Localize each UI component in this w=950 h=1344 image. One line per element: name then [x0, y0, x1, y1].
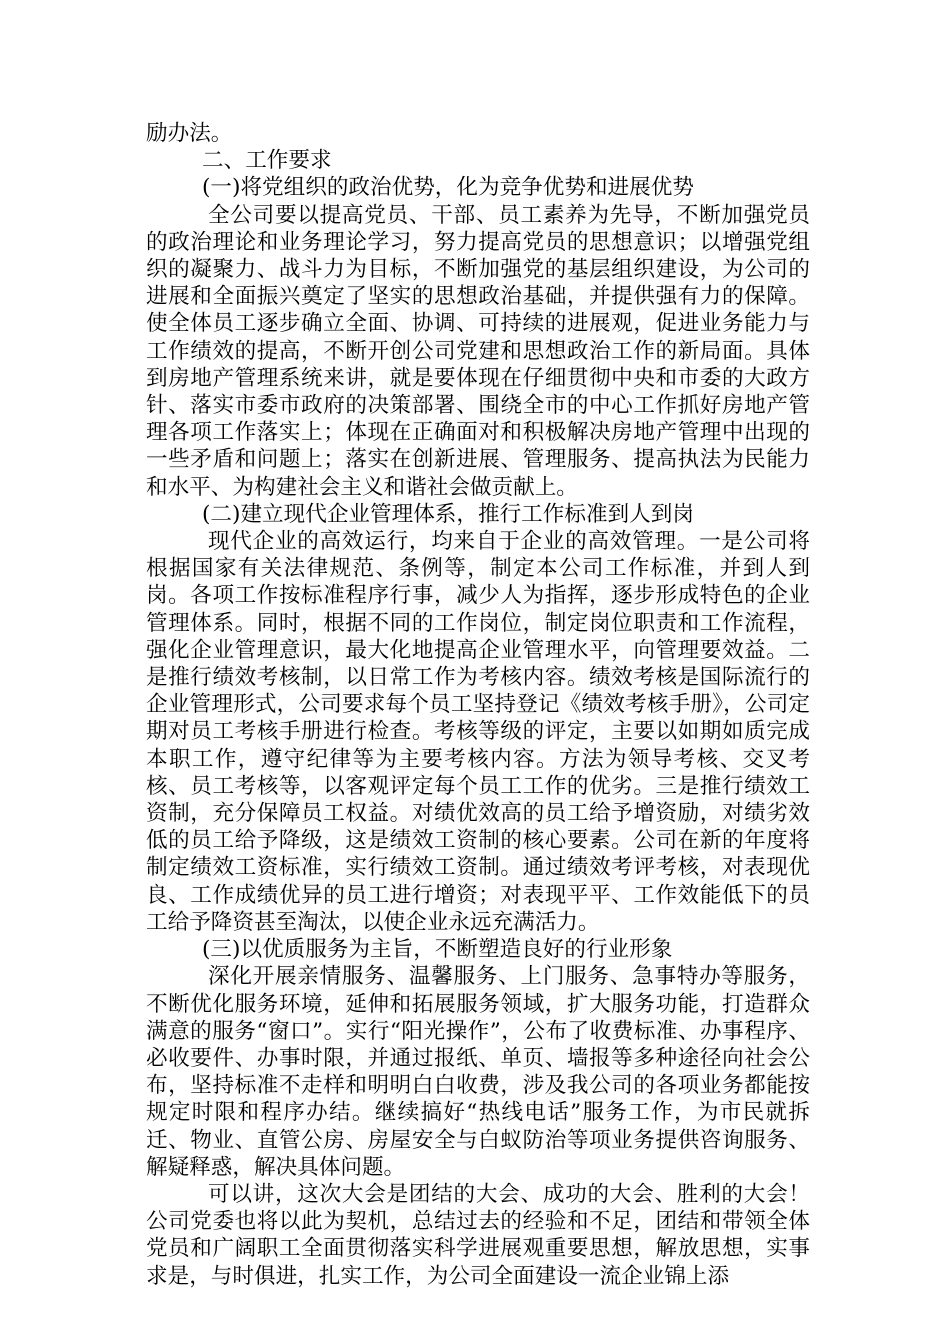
subsection-heading-1: (一)将党组织的政治优势，化为竞争优势和进展优势 [202, 175, 694, 201]
subsection-heading-3: (三)以优质服务为主旨，不断塑造良好的行业形象 [202, 937, 673, 963]
body-paragraph-3: 深化开展亲情服务、温馨服务、上门服务、急事特办等服务，不断优化服务环境，延伸和拓展服务领域，扩大服务功能，打造群众满意的服务“窗口”。实行“阳光操作”，公布了收费标准、办事程序、必收要件、办事时限，并通过报纸、单页、墙报等多种途径向社会公布，坚持标准不走样和明明白白收费，涉及我公司的各项业务都能按规定时限和程序办结。继续搞好“热线电话”服务工作，为市民就拆迁、物业、直管公房、房屋安全与白蚁防治等项业务提供咨询服务、解疑释惑，解决具体问题。 [146, 964, 810, 1180]
subsection-heading-2: (二)建立现代企业管理体系，推行工作标准到人到岗 [202, 501, 694, 527]
section-heading-work-requirements: 二、工作要求 [202, 148, 332, 174]
document-page [146, 120, 810, 1290]
paragraph-continuation: 励办法。 [146, 121, 233, 146]
body-paragraph-2: 现代企业的高效运行，均来自于企业的高效管理。一是公司将根据国家有关法律规范、条例等，制定本公司工作标准，并到人到岗。各项工作按标准程序行事，减少人为指挥，逐步形成特色的企业管理体系。同时，根据不同的工作岗位，制定岗位职责和工作流程，强化企业管理意识，最大化地提高企业管理水平，向管理要效益。二是推行绩效考核制，以日常工作为考核内容。绩效考核是国际流行的企业管理形式，公司要求每个员工坚持登记《绩效考核手册》，公司定期对员工考核手册进行检查。考核等级的评定，主要以如期如质完成本职工作，遵守纪律等为主要考核内容。方法为领导考核、交叉考核、员工考核等，以客观评定每个员工工作的优劣。三是推行绩效工资制，充分保障员工权益。对绩优效高的员工给予增资励，对绩劣效低的员工给予降级，这是绩效工资制的核心要素。公司在新的年度将制定绩效工资标准，实行绩效工资制。通过绩效考评考核，对表现优良、工作成绩优异的员工进行增资；对表现平平、工作效能低下的员工给予降资甚至淘汰，以使企业永远充满活力。 [146, 529, 810, 935]
body-paragraph-1: 全公司要以提高党员、干部、员工素养为先导，不断加强党员的政治理论和业务理论学习，努力提高党员的思想意识；以增强党组织的凝聚力、战斗力为目标，不断加强党的基层组织建设，为公司的进展和全面振兴奠定了坚实的思想政治基础，并提供强有力的保障。使全体员工逐步确立全面、协调、可持续的进展观，促进业务能力与工作绩效的提高，不断开创公司党建和思想政治工作的新局面。具体到房地产管理系统来讲，就是要体现在仔细贯彻中央和市委的大政方针、落实市委市政府的决策部署、围绕全市的中心工作抓好房地产管理各项工作落实上；体现在正确面对和积极解决房地产管理中出现的一些矛盾和问题上；落实在创新进展、管理服务、提高执法为民能力和水平、为构建社会主义和谐社会做贡献上。 [146, 202, 810, 500]
body-paragraph-4: 可以讲，这次大会是团结的大会、成功的大会、胜利的大会！公司党委也将以此为契机，总结过去的经验和不足，团结和带领全体党员和广阔职工全面贯彻落实科学进展观重要思想，解放思想，实事求是，与时俱进，扎实工作，为公司全面建设一流企业锦上添 [146, 1181, 810, 1289]
